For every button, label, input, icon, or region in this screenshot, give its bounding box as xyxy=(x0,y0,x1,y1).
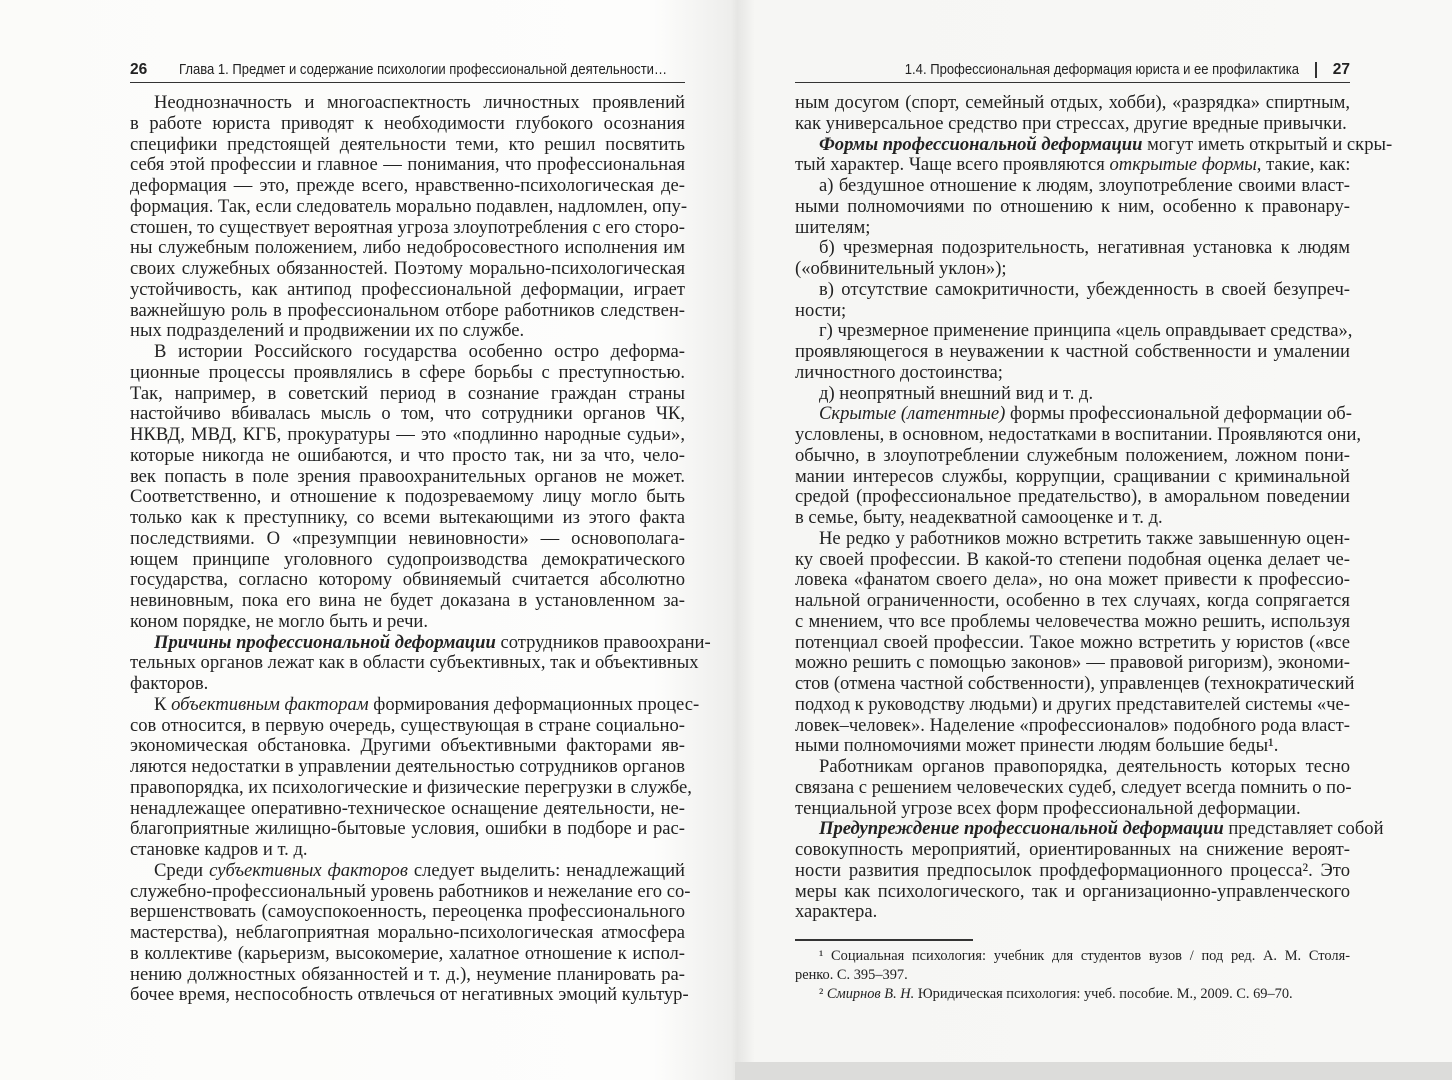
text-line: потенциал своей профессии. Такое можно встретить у юристов («все xyxy=(795,631,1350,653)
text-line: бочее время, неспособность отвлечься от негативных эмоций культур- xyxy=(130,984,689,1006)
text-line: невиновным, пока его вина не будет доказана в установленном за- xyxy=(130,590,685,611)
text-line: нальной ограниченности, особенно в тех случаях, когда сопрягается xyxy=(795,590,1350,611)
text-line: («обвинительный уклон»); xyxy=(795,258,1007,279)
paragraph xyxy=(795,176,1350,238)
text-line: связана с решением человеческих судеб, следует всегда помнить о по- xyxy=(795,776,1352,798)
text-line: сов относится, в первую очередь, существующая в стране социально- xyxy=(130,714,685,736)
text-run: представляет собой xyxy=(1223,818,1384,840)
paragraph xyxy=(130,342,685,633)
text-line: с мнением, что все проблемы человечества можно решить, используя xyxy=(795,610,1350,632)
text-run: К xyxy=(154,693,172,715)
text-line: а) бездушное отношение к людям, злоупотребление своими власт- xyxy=(819,175,1350,196)
paragraph xyxy=(130,859,691,1006)
text-line: стов (отмена частной собственности), управленцев (технократический xyxy=(795,673,1355,694)
text-line: экономическая обстановка. Другими объективными факторами яв- xyxy=(130,735,685,757)
text-line: в семье, быту, неадекватной самооценке и т. д. xyxy=(795,507,1163,528)
italic-term: Смирнов В. Н. xyxy=(826,986,915,1002)
text-line: государства, согласно которому обвиняемый считается абсолютно xyxy=(130,569,685,591)
text-line: совокупность мероприятий, ориентированных на снижение вероят- xyxy=(795,839,1350,860)
footnote xyxy=(795,947,1350,985)
bold-italic-term: Предупреждение профессиональной деформации xyxy=(819,818,1224,840)
paragraph xyxy=(795,403,1362,529)
text-line: обычно, в злоупотреблении служебным положением, ложном пони- xyxy=(795,444,1350,466)
text-line: Так, например, в советский период в сознание граждан страны xyxy=(130,382,685,404)
right-running-header xyxy=(795,58,1350,83)
text-run: следует выделить: ненадлежащий xyxy=(407,859,685,881)
text-line: проявляющегося в неуважении к частной собственности и умалении xyxy=(795,341,1350,362)
text-line: ловек–человек». Наделение «профессионалов» подобного рода власт- xyxy=(795,714,1350,736)
text-line: только как к преступнику, со всеми вытекающими из этого факта xyxy=(130,507,685,528)
text-line: ционные процессы проявлялись в сфере борьбы с преступностью. xyxy=(130,361,685,383)
italic-term: субъективных факторов xyxy=(209,859,408,881)
scan-shadow xyxy=(735,1062,1452,1080)
text-line: В истории Российского государства особенно остро деформа- xyxy=(154,341,685,362)
text-line: мастерства), неблагоприятная морально-психологическая атмосфера xyxy=(130,922,685,943)
text-line: б) чрезмерная подозрительность, негативная установка к людям xyxy=(819,237,1350,259)
paragraph xyxy=(130,693,700,861)
text-line xyxy=(795,818,1384,840)
text-line: условлены, в основном, недостатками в воспитании. Проявляются они, xyxy=(795,424,1362,445)
text-line: ненадлежащее оперативно-техническое оснащение деятельности, не- xyxy=(130,797,685,819)
text-line: тенциальной угрозе всех форм профессиональной деформации. xyxy=(795,797,1301,819)
text-line: д) неопрятный внешний вид и т. д. xyxy=(819,382,1094,404)
text-line: как универсальное средство при стрессах, другие вредные привычки. xyxy=(795,112,1347,134)
text-line: НКВД, МВД, КГБ, прокуратуры — это «подлинно народные судьи», xyxy=(130,424,685,445)
text-line: ловека «фанатом своего дела», но она может привести к профессио- xyxy=(795,569,1350,591)
text-line xyxy=(795,985,1350,1004)
page-number: 27 xyxy=(1332,61,1350,78)
text-line: ренко. С. 395–397. xyxy=(795,967,908,983)
text-run: ² xyxy=(819,986,827,1002)
text-line: меры как психологического, так и организационно-управленческого xyxy=(795,880,1350,902)
text-line: ными полномочиями по отношению к ним, особенно к правонару- xyxy=(795,195,1350,217)
text-line xyxy=(130,861,685,882)
text-line: Соответственно, и отношение к подозреваемому лицу могло быть xyxy=(130,486,685,508)
text-run: Юридическая психология: учеб. пособие. М., 2009. С. 69–70. xyxy=(914,986,1293,1002)
right-page-text xyxy=(795,92,1393,923)
text-line: век попасть в поле зрения правоохранительных органов не может. xyxy=(130,465,685,487)
text-line xyxy=(130,631,711,654)
text-line: ности развития предпосылок профдеформационного процесса². Это xyxy=(795,859,1350,881)
italic-term: Скрытые (латентные) xyxy=(819,403,1006,425)
text-line: шителям; xyxy=(795,216,871,238)
text-line xyxy=(795,133,1393,156)
text-run: , такие, как: xyxy=(1256,154,1351,176)
text-line: средой (профессиональное предательство), в аморальном поведении xyxy=(795,486,1350,508)
text-run: Среди xyxy=(154,859,210,881)
text-line: ности; xyxy=(795,299,847,321)
paragraph xyxy=(795,238,1350,280)
text-line: ным досугом (спорт, семейный отдых, хобби), «разрядка» спиртным, xyxy=(795,92,1350,113)
page-number: 26 xyxy=(130,61,148,78)
text-line: себя этой профессии и главное — понимания, что профессиональная xyxy=(130,154,685,176)
paragraph xyxy=(795,818,1384,923)
text-line: можно решить с помощью законов» — правовой ригоризм), экономи- xyxy=(795,652,1350,674)
text-run: могут иметь открытый и скры- xyxy=(1142,133,1393,155)
text-line: стошен, то существует вероятная угроза злоупотребления с его сторо- xyxy=(130,216,685,238)
paragraph xyxy=(795,384,1350,405)
text-line: которые никогда не ошибаются, и что просто так, ни за что, чело- xyxy=(130,444,685,466)
paragraph xyxy=(130,631,711,695)
running-head-title: 1.4. Профессиональная деформация юриста и ее профилактика xyxy=(905,62,1300,78)
text-run: тый характер. Чаще всего проявляются xyxy=(795,154,1110,176)
text-line xyxy=(130,693,700,716)
text-line: мании интересов службы, коррупции, сращивании с криминальной xyxy=(795,465,1350,487)
text-line: вершенствовать (самоуспокоенность, переоценка профессионального xyxy=(130,901,685,923)
text-line: правопорядка, их психологические и физические перегрузки в службе, xyxy=(130,776,692,798)
text-line: Неоднозначность и многоаспектность личностных проявлений xyxy=(154,92,685,113)
text-line: устойчивость, как антипод профессиональной деформации, играет xyxy=(130,278,685,300)
text-line: ющем принципе уголовного судопроизводства демократического xyxy=(130,548,685,570)
paragraph xyxy=(795,527,1355,757)
text-line: ных подразделений и продвижении их по службе. xyxy=(130,320,525,342)
text-line xyxy=(795,155,1350,176)
paragraph xyxy=(795,280,1350,322)
text-line: личностного достоинства; xyxy=(795,361,1003,383)
text-line: служебно-профессиональный уровень работников и нежелание его со- xyxy=(130,880,691,902)
text-line: в) отсутствие самокритичности, убежденность в своей безупреч- xyxy=(819,278,1350,300)
paragraph xyxy=(130,92,688,342)
text-line: в работе юриста приводят к необходимости глубокого осознания xyxy=(130,112,685,134)
footnote xyxy=(795,985,1350,1004)
paragraph xyxy=(795,93,1350,135)
text-line: ными полномочиями может принести людям большие беды¹. xyxy=(795,735,1279,757)
left-running-header xyxy=(130,58,685,83)
bold-italic-term: Причины профессиональной деформации xyxy=(154,631,496,653)
text-line xyxy=(795,404,1350,425)
text-line: становке кадров и т. д. xyxy=(130,839,308,860)
italic-term: объективным факторам xyxy=(171,693,369,715)
text-line: ку своей профессии. В какой-то степени подобная оценка делает че- xyxy=(795,548,1350,570)
paragraph xyxy=(795,320,1353,383)
text-run: формирования деформационных процес- xyxy=(368,693,700,715)
text-line: деформация — это, прежде всего, нравственно-психологическая де- xyxy=(130,175,685,196)
text-line: Работникам органов правопорядка, деятельность которых тесно xyxy=(819,756,1350,777)
text-line: важнейшую роль в профессиональном отборе работников следствен- xyxy=(130,299,685,321)
left-page-text xyxy=(130,92,711,1006)
text-line: ны служебным положением, либо недобросовестного исполнения им xyxy=(130,237,685,259)
text-line: настойчиво вбивалась мысль о том, что сотрудники органов ЧК, xyxy=(130,403,685,425)
text-line: характера. xyxy=(795,901,878,923)
text-line: подход к руководству людьми) и других представителей системы «че- xyxy=(795,693,1350,715)
text-line: ляются недостатки в управлении деятельностью сотрудников органов xyxy=(130,756,685,777)
text-line: коном порядке, не могло быть и речи. xyxy=(130,610,429,632)
text-line: в коллективе (карьеризм, высокомерие, халатное отношение к испол- xyxy=(130,942,685,964)
italic-term: открытые формы xyxy=(1109,154,1257,176)
text-run: формы профессиональной деформации об- xyxy=(1005,403,1352,425)
text-line: нению должностных обязанностей и т. д.), неумение планировать ра- xyxy=(130,963,685,985)
text-line: г) чрезмерное применение принципа «цель оправдывает средства», xyxy=(819,320,1353,342)
text-line: своих служебных обязанностей. Поэтому морально-психологическая xyxy=(130,258,685,279)
text-line: факторов. xyxy=(130,673,209,694)
bold-italic-term: Формы профессиональной деформации xyxy=(819,133,1143,155)
text-line: формация. Так, если следователь морально подавлен, надломлен, опу- xyxy=(130,195,688,217)
footnote-rule xyxy=(795,939,973,941)
text-run: сотрудников правоохрани- xyxy=(495,631,711,653)
running-head-title: Глава 1. Предмет и содержание психологии профессиональной деятельности… xyxy=(179,62,668,78)
footnotes xyxy=(795,947,1350,1004)
paragraph xyxy=(795,757,1350,819)
text-line: тельных органов лежат как в области субъективных, так и объективных xyxy=(130,652,699,674)
text-line: специфики предстоящей деятельности теми, кто решил посвятить xyxy=(130,133,685,155)
text-line: благоприятные жилищно-бытовые условия, ошибки в подборе и рас- xyxy=(130,818,685,840)
header-separator xyxy=(1315,62,1317,78)
text-line: Не редко у работников можно встретить также завышенную оцен- xyxy=(819,527,1350,549)
text-line: последствиями. О «презумпции невиновности» — основополага- xyxy=(130,527,685,549)
text-line: ¹ Социальная психология: учебник для студентов вузов / под ред. А. М. Столя- xyxy=(819,948,1350,964)
paragraph xyxy=(795,133,1393,177)
